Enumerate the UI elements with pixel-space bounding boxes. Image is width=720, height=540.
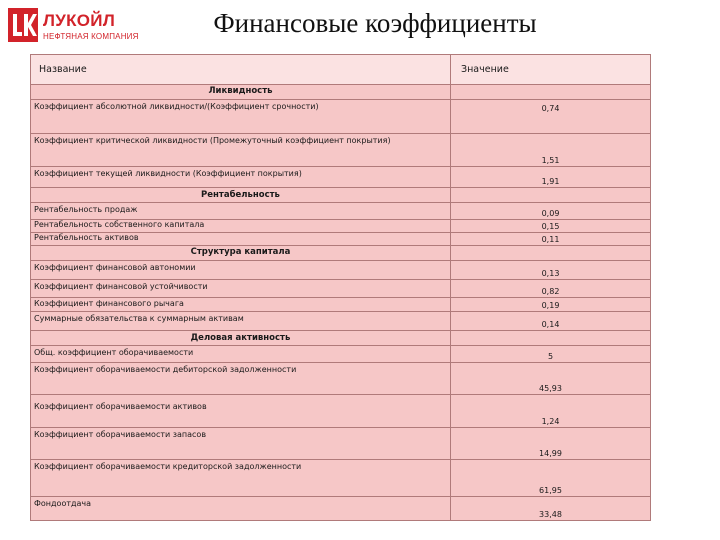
table-row xyxy=(31,395,651,428)
row-name: Коэффициент финансового рычага xyxy=(31,298,451,312)
row-value: 1,51 xyxy=(451,133,651,166)
section-title-profitability: Рентабельность xyxy=(31,188,451,203)
section-blank xyxy=(451,188,651,203)
logo-name: ЛУКОЙЛ xyxy=(43,11,116,30)
table-row xyxy=(31,220,651,233)
column-header-name: Название xyxy=(31,55,451,85)
row-value: 14,99 xyxy=(451,428,651,460)
section-row xyxy=(31,188,651,203)
table-row xyxy=(31,133,651,166)
row-value: 0,15 xyxy=(451,220,651,233)
table-row xyxy=(31,460,651,497)
row-value: 0,09 xyxy=(451,203,651,220)
row-value: 0,19 xyxy=(451,298,651,312)
section-title-capital: Структура капитала xyxy=(31,245,451,260)
row-value: 1,24 xyxy=(451,395,651,428)
table-row xyxy=(31,279,651,297)
row-name: Рентабельность продаж xyxy=(31,203,451,220)
table-row xyxy=(31,260,651,279)
table-row xyxy=(31,311,651,330)
row-value: 0,82 xyxy=(451,279,651,297)
table-row xyxy=(31,166,651,187)
table-row xyxy=(31,99,651,133)
coefficients-table xyxy=(30,54,651,521)
section-blank xyxy=(451,245,651,260)
row-name: Коэффициент абсолютной ликвидности/(Коэффициент срочности) xyxy=(31,99,451,133)
row-value: 33,48 xyxy=(451,497,651,521)
table-row xyxy=(31,497,651,521)
row-name: Общ. коэффициент оборачиваемости xyxy=(31,345,451,362)
row-name: Рентабельность собственного капитала xyxy=(31,220,451,233)
row-name: Коэффициент оборачиваемости запасов xyxy=(31,428,451,460)
row-value: 0,13 xyxy=(451,260,651,279)
table-row xyxy=(31,203,651,220)
section-row xyxy=(31,245,651,260)
section-title-business: Деловая активность xyxy=(31,331,451,346)
table-header-row xyxy=(31,55,651,85)
table-row xyxy=(31,363,651,395)
row-value: 1,91 xyxy=(451,166,651,187)
row-name: Коэффициент текущей ликвидности (Коэффициент покрытия) xyxy=(31,166,451,187)
row-name: Рентабельность активов xyxy=(31,232,451,245)
row-name: Коэффициент финансовой автономии xyxy=(31,260,451,279)
row-name: Коэффициент оборачиваемости дебиторской задолженности xyxy=(31,363,451,395)
table-row xyxy=(31,345,651,362)
row-name: Коэффициент оборачиваемости активов xyxy=(31,395,451,428)
section-blank xyxy=(451,84,651,99)
row-value: 5 xyxy=(451,345,651,362)
row-name: Фондоотдача xyxy=(31,497,451,521)
table-row xyxy=(31,428,651,460)
company-logo xyxy=(6,6,146,46)
row-name: Коэффициент критической ликвидности (Промежуточный коэффициент покрытия) xyxy=(31,133,451,166)
row-value: 61,95 xyxy=(451,460,651,497)
table-row xyxy=(31,298,651,312)
lukoil-emblem-icon xyxy=(8,8,38,42)
section-blank xyxy=(451,331,651,346)
row-name: Коэффициент оборачиваемости кредиторской задолженности xyxy=(31,460,451,497)
page-title: Финансовые коэффициенты xyxy=(213,8,537,38)
row-value: 0,11 xyxy=(451,232,651,245)
section-title-liquidity: Ликвидность xyxy=(31,84,451,99)
column-header-value: Значение xyxy=(451,55,651,85)
row-value: 0,74 xyxy=(451,99,651,133)
row-name: Коэффициент финансовой устойчивости xyxy=(31,279,451,297)
table-row xyxy=(31,232,651,245)
row-value: 45,93 xyxy=(451,363,651,395)
section-row xyxy=(31,331,651,346)
row-value: 0,14 xyxy=(451,311,651,330)
logo-subtitle: НЕФТЯНАЯ КОМПАНИЯ xyxy=(43,32,139,41)
row-name: Суммарные обязательства к суммарным активам xyxy=(31,311,451,330)
section-row xyxy=(31,84,651,99)
